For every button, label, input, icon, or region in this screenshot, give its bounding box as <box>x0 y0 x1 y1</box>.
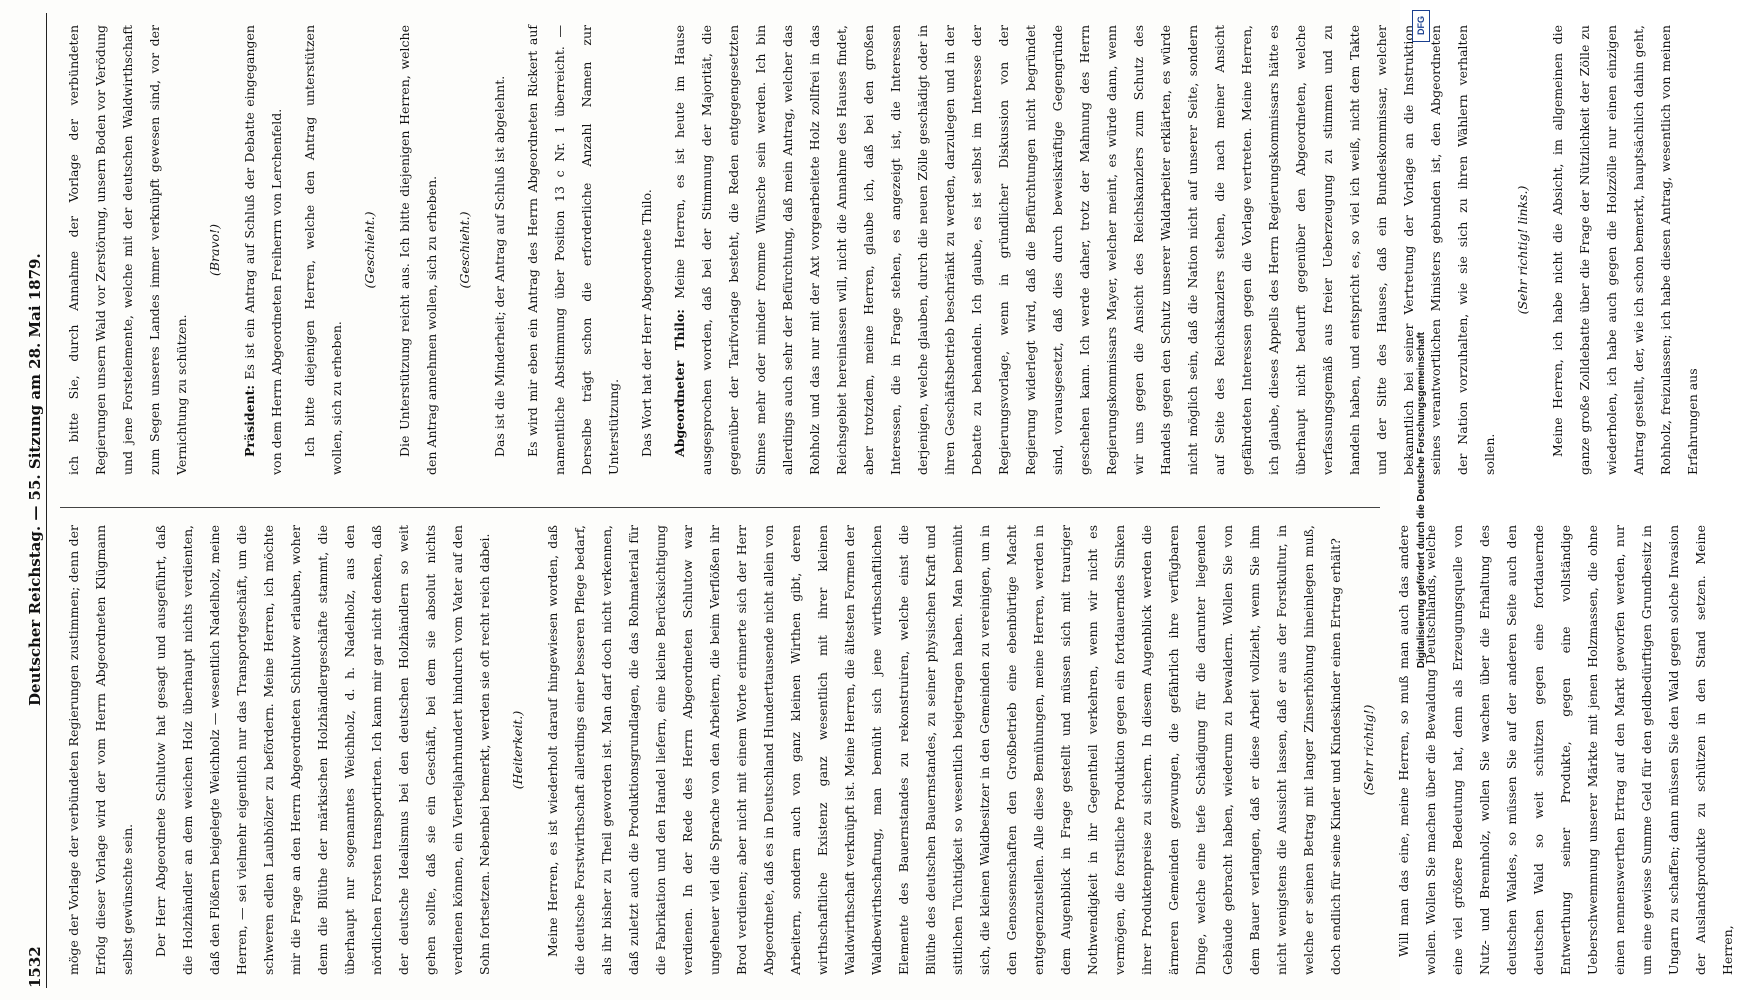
speaker-paragraph <box>236 25 290 475</box>
speaker-paragraph <box>666 25 1503 475</box>
speaker-name: Präsident: <box>242 384 257 457</box>
left-column <box>60 525 1735 975</box>
paragraph: Der Herr Abgeordnete Schlutow hat gesagt und ausgeführt, daß die Holzhändler an dem weichen Holz überhaupt nichts verdienten, daß den Flößern beigelegte Weichholz — wesentlich Nadelholz, meine Herren, — sei vielmehr eigentlich nur das Transportgeschäft, um die schweren edlen Laubhölzer zu befördern. Meine Herren, ich möchte mir die Frage an den Herrn Abgeordneten Schlutow erlauben, woher denn die Blüthe der märkischen Holzhändlergeschäfte stammt, die überhaupt nur sogenanntes Weichholz, d. h. Nadelholz, aus den nördlichen Forsten transportirten. Ich kann mir gar nicht denken, daß der deutsche Idealismus bei den deutschen Holzhändlern so weit gehen sollte, daß sie ein Geschäft, bei dem sie absolut nichts verdienen können, ein Vierteljahrhundert hindurch vom Vater auf den Sohn fortsetzen. Nebenbei bemerkt, werden sie oft recht reich dabei. <box>153 525 492 975</box>
paragraph: Das Wort hat der Herr Abgeordnete Thilo. <box>639 189 654 457</box>
speech-text: Es ist ein Antrag auf Schluß der Debatte eingegangen von dem Herrn Abgeordneten Freiherrn von Lerchenfeld. <box>242 25 284 475</box>
page-title: Deutscher Reichstag. — 55. Sitzung am 28. Mai 1879. <box>26 253 44 706</box>
paragraph: Die Unterstützung reicht aus. Ich bitte diejenigen Herren, welche den Antrag annehmen wollen, sich zu erheben. <box>397 25 439 475</box>
speaker-name: Abgeordneter Thilo: <box>672 309 687 457</box>
dfg-logo: DFG <box>1412 10 1430 42</box>
stage-direction: (Geschieht.) <box>362 211 377 289</box>
digitization-note <box>1410 0 1432 1000</box>
page-header <box>14 13 47 988</box>
paragraph: Es wird mir eben ein Antrag des Herrn Abgeordneten Rickert auf namentliche Abstimmung über Position 13 c Nr. 1 überreicht. — Derselbe trägt schon die erforderliche Anzahl Namen zur Unterstützung. <box>525 25 621 475</box>
paragraph: möge der Vorlage der verbündeten Regierungen zustimmen; denn der Erfolg dieser Vorlage wird der vom Herrn Abgeordneten Klügmann selbst gewünschte sein. <box>66 525 135 975</box>
page-number: 1532 <box>26 946 44 988</box>
speech-text: Meine Herren, es ist heute im Hause ausgesprochen worden, daß bei der Stimmung der Majorität, die gegenüber der Tarifvorlage besteht, die Reden entgegengesetzten Sinnes mehr oder minder fromme Wünsche sein werden. Ich bin allerdings auch sehr der Befürchtung, daß mein Antrag, welcher das Rohholz und das nur mit der Axt vorgearbeitete Holz zollfrei in das Reichsgebiet hereinlassen will, nicht die Annahme des Hauses findet, aber trotzdem, meine Herren, glaube ich, daß bei den großen Interessen, die in Frage stehen, es angezeigt ist, die Interessen derjenigen, welche glauben, durch die neuen Zölle geschädigt oder in ihren Geschäftsbetrieb beschränkt zu werden, darzulegen und in der Debatte zu behandeln. Ich glaube, es ist selbst im Interesse der Regierungsvorlage, wenn in gründlicher Diskussion von der Regierung widerlegt wird, daß die Befürchtungen nicht begründet sind, vorausgesetzt, daß dies durch beweiskräftige Gegengründe geschehen kann. Ich werde daher, trotz der Mahnung des Herrn Regierungskommissars Mayer, welcher meint, es würde dann, wenn wir uns gegen die Ansicht des Reichskanzlers zum Schutz des Handels gegen den Schutz unserer Waldarbeiter erklärten, es würde nicht möglich sein, daß die Nation nicht auf unserer Seite, sondern auf Seite des Reichskanzlers stehen, die nach meiner Ansicht gefährdeten Interessen gegen die Vorlage vertreten. Meine Herren, ich glaube, dieses Appells des Herrn Regierungskommissars hätte es überhaupt nicht bedurft gegenüber den Abgeordneten, welche verfassungsgemäß aus freier Ueberzeugung zu stimmen und zu handeln haben, und entspricht es, so viel ich weiß, nicht dem Takte und der Sitte des Hauses, daß ein Bundeskommissar, welcher bekanntlich bei seiner Vertretung der Vorlage an die Instruktion seines verantwortlichen Ministers gebunden ist, den Abgeordneten der Nation vorzuhalten, wie sie sich zu ihren Wählern verhalten sollen. <box>672 25 1497 475</box>
stage-direction: (Heiterkeit.) <box>510 710 525 790</box>
stage-direction: (Sehr richtig! links.) <box>1515 185 1530 315</box>
paragraph: Ich bitte diejenigen Herren, welche den Antrag unterstützen wollen, sich zu erheben. <box>302 25 344 475</box>
paragraph: ich bitte Sie, durch Annahme der Vorlage der verbündeten Regierungen unsern Wald vor Zerstörung, unsern Boden vor Verödung und jene Forstelemente, welche mit der deutschen Waldwirthschaft zum Segen unseres Landes immer verknüpft gewesen sind, vor der Vernichtung zu schützen. <box>66 25 189 475</box>
stage-direction: (Geschieht.) <box>457 211 472 289</box>
paragraph: Meine Herren, ich habe nicht die Absicht, im allgemeinen die ganze große Zolldebatte über die Frage der Nützlichkeit der Zölle zu wiederholen, ich habe auch gegen die Holzzölle nur einen einzigen Antrag gestellt, der, wie ich schon bemerkt, hauptsächlich dahin geht, Rohholz, freizulassen; ich habe diesen Antrag, wesentlich von meinen Erfahrungen aus <box>1550 25 1700 475</box>
column-divider <box>60 507 1380 508</box>
paragraph: Meine Herren, es ist wiederholt darauf hingewiesen worden, daß die deutsche Forstwirthschaft allerdings einer besseren Pflege bedarf, als ihr bisher zu Theil geworden ist. Man darf doch nicht verkennen, daß zuletzt auch die Produktionsgrundlagen, die das Rohmaterial für die Fabrikation und den Handel liefern, eine kleine Berücksichtigung verdienen. In der Rede des Herrn Abgeordneten Schlutow war ungeheuer viel die Sprache von den Arbeitern, die beim Verflößen ihr Brod verdienen; aber nicht mit einem Worte erinnerte sich der Herr Abgeordnete, daß es in Deutschland Hunderttausende nicht allein von Arbeitern, sondern auch von ganz kleinen Wirthen gibt, deren wirthschaftliche Existenz ganz wesentlich mit ihrer kleinen Waldwirthschaft verknüpft ist. Meine Herren, die ältesten Formen der Waldbewirthschaftung, man bemüht sich jene wirthschaftlichen Elemente des Bauernstandes zu rekonstruiren, welche einst die Blüthe des deutschen Bauernstandes, zu seiner physischen Kraft und sittlichen Tüchtigkeit so wesentlich beigetragen haben. Man bemüht sich, die kleinen Waldbesitzer in den Gemeinden zu vereinigen, um in den Genossenschaften den Großbetrieb eine ebenbürtige Macht entgegenzustellen. Alle diese Bemühungen, meine Herren, werden in dem Augenblick in Frage gestellt und müssen sich mit trauriger Nothwendigkeit in ihr Gegentheil verkehren, wenn wir nicht es vermögen, die forstliche Produktion gegen ein fortdauerndes Sinken ihrer Produktenpreise zu sichern. In diesem Augenblick werden die ärmeren Gemeinden gezwungen, die gefährlich ihre verfügbaren Dinge, welche eine tiefe Schädigung für die darunter liegenden Gebäude gebracht haben, wiederum zu bewaldern. Wollen Sie von dem Bauer verlangen, daß er diese Arbeit vollzieht, wenn Sie ihm nicht wenigstens die Aussicht lassen, daß er aus der Forstkultur, in welche er seinen Betrag mit langer Zinserhöhung hineinlegen muß, doch endlich für seine Kinder und Kindeskinder einen Ertrag erhält? <box>545 525 1343 975</box>
paragraph: Will man das eine, meine Herren, so muß man auch das andere wollen. Wollen Sie machen über die Bewaldung Deutschlands, welche eine viel größere Bedeutung hat, denn als Erzeugungsquelle von Nutz- und Brennholz, wollen Sie wachen über die Erhaltung des deutschen Waldes, so müssen Sie auf der anderen Seite auch den deutschen Wald so weit schützen gegen eine fortdauernde Entwerthung seiner Produkte, gegen eine vollständige Ueberschwemmung unserer Märkte mit jenen Holzmassen, die ohne einen nennenswerthen Ertrag auf den Markt geworfen werden, nur um eine gewisse Summe Geld für den geldbedürftigen Grundbesitz in Ungarn zu schaffen; dann müssen Sie den Wald gegen solche Invasion der Auslandsprodukte zu schützen in den Stand setzen. Meine Herren, <box>1396 525 1735 975</box>
stage-direction: (Sehr richtig!) <box>1361 704 1376 796</box>
paragraph: Das ist die Minderheit; der Antrag auf Schluß ist abgelehnt. <box>492 75 507 457</box>
digitization-note-text: Digitalisierung gefördert durch die Deutsche Forschungsgemeinschaft <box>1415 331 1427 669</box>
stage-direction: (Bravo!) <box>207 224 222 276</box>
